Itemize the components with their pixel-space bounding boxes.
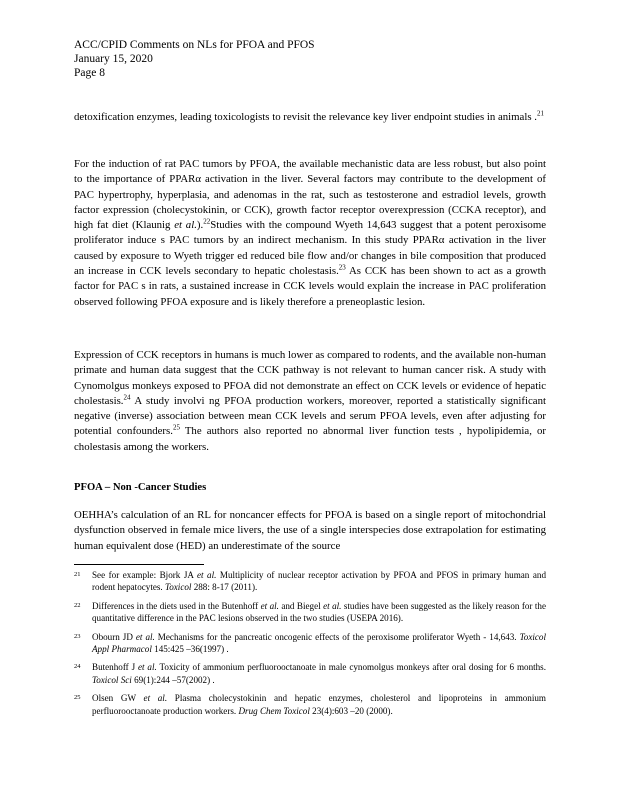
footnote-italic: et al. xyxy=(323,600,342,611)
footnote-ref: 23 xyxy=(338,263,346,272)
section-heading: PFOA – Non -Cancer Studies xyxy=(74,482,207,493)
paragraph-2-text: ). xyxy=(196,219,204,232)
footnotes xyxy=(74,569,546,723)
footnote-text: 288: 8-17 (2011). xyxy=(191,582,258,593)
citation-etal: et al. xyxy=(174,219,197,232)
page-header xyxy=(74,38,315,80)
header-page-number: Page 8 xyxy=(74,67,105,79)
paragraph-4-text: OEHHA’s calculation of an RL for noncancer effects for PFOA is based on a single report of mitochondrial dysfunction observed in female mice livers, the use of a single interspecies dose extrapolation for estimating human equivalent dose (HED) an underestimate of the source xyxy=(74,509,546,552)
footnote-italic: et al. xyxy=(143,693,168,704)
paragraph-3-text: The authors also reported no abnormal liver function tests , hypolipidemia, or cholestasis among the workers. xyxy=(74,425,546,453)
footnote-ref: 21 xyxy=(536,109,544,118)
footnote-text: 145:425 –36(1997) . xyxy=(151,644,229,655)
footnote xyxy=(74,692,546,717)
footnote-ref: 25 xyxy=(172,423,180,432)
footnote-journal: Drug Chem Toxicol xyxy=(238,705,310,716)
paragraph-3-text: Expression of CCK receptors in humans is much lower as compared to rodents, and the available non-human primate and human data suggest that the CCK pathway is not relevant to human cancer risk. A study with Cynomolgus monkeys exposed to PFOA did not demonstrate an effect on CCK levels or evidence of hepatic cholestasis. xyxy=(74,349,546,407)
footnote-number: 24 xyxy=(74,663,81,671)
footnote-italic: et al. xyxy=(135,631,155,642)
footnote-text: Olsen GW xyxy=(92,693,144,704)
footnote xyxy=(74,569,546,594)
footnote-ref: 24 xyxy=(123,393,131,402)
footnote xyxy=(74,661,546,686)
footnote-number: 21 xyxy=(74,571,81,578)
footnote-text: Differences in the diets used in the Butenhoff xyxy=(92,600,261,611)
footnote-text: Butenhoff J xyxy=(92,662,138,673)
paragraph-2-text: For the induction of rat PAC tumors by PFOA, the available mechanistic data are less robust, but also point to the importance of PPARα activation in the liver. Several factors may contribute to the development of PAC hypertrophy, hyperplasia, and adenomas in the rat, such as testosterone and estradiol levels, growth factor expression (cholecystokinin, or CCK), growth factor receptor overexpression (CCKA receptor), and high fat diet (Klaunig xyxy=(74,158,546,232)
footnote-number: 25 xyxy=(74,694,81,702)
footnote-text: Mechanisms for the pancreatic oncogenic effects of the peroxisome proliferator Wyeth - 14,643. xyxy=(154,631,520,642)
header-title: ACC/CPID Comments on NLs for PFOA and PFOS xyxy=(74,39,315,51)
footnote xyxy=(74,631,546,656)
footnote-journal: Toxicol Sci xyxy=(92,674,132,685)
footnote-italic: et al. xyxy=(138,662,157,673)
header-date: January 15, 2020 xyxy=(74,53,153,65)
footnote-text: 69(1):244 –57(2002) . xyxy=(131,674,215,685)
footnote-text: Toxicity of ammonium perfluorooctanoate in male cynomolgus monkeys after oral dosing for 6 months. xyxy=(156,662,546,673)
paragraph-1-text: detoxification enzymes, leading toxicologists to revisit the relevance key liver endpoint studies in animals . xyxy=(74,111,537,123)
footnote-divider xyxy=(74,564,204,565)
paragraph-4 xyxy=(74,508,546,554)
paragraph-1 xyxy=(74,110,546,125)
footnote-number: 23 xyxy=(74,632,81,640)
footnote-text: Multiplicity of nuclear receptor activation by PFOA and PFOS in primary human and rodent hepatocytes. xyxy=(92,570,546,593)
footnote-number: 22 xyxy=(74,601,81,609)
paragraph-2-text: As CCK has been shown to act as a growth factor for PAC s in rats, a sustained increase in CCK levels would explain the increase in PAC proliferation observed following PFOA exposure and is likely therefore a preneoplastic lesion. xyxy=(74,265,546,308)
footnote xyxy=(74,600,546,625)
paragraph-3 xyxy=(74,348,546,455)
footnote-text: See for example: Bjork JA xyxy=(92,570,197,580)
paragraph-3-text: A study involvi ng PFOA production workers, moreover, reported a statistically significant negative (inverse) association between mean CCK levels and serum PFOA levels, even after adjusting for potential confounders. xyxy=(74,394,546,438)
footnote-text: and Biegel xyxy=(278,600,324,611)
footnote-text: studies have been suggested as the likely reason for the quantitative difference in the PAC lesions observed in the two studies (USEPA 2016). xyxy=(92,600,546,624)
paragraph-2-text: Studies with the compound Wyeth 14,643 suggest that a potent peroxisome proliferator induce s PAC tumors by an indirect mechanism. In this study PPARα activation in the liver caused by exposure to Wyeth trigger ed reduced bile flow and/or changes in bile composition that produced an increase in CCK levels secondary to hepatic cholestasis. xyxy=(74,219,547,278)
footnote-ref: 22 xyxy=(203,217,211,226)
footnote-journal: Toxicol Appl Pharmacol xyxy=(92,631,547,655)
footnote-text: 23(4):603 –20 (2000). xyxy=(309,705,393,716)
footnote-italic: et al. xyxy=(260,600,279,611)
footnote-text: Obourn JD xyxy=(92,631,136,642)
paragraph-2 xyxy=(74,157,546,310)
footnote-text: Plasma cholecystokinin and hepatic enzymes, cholesterol and lipoproteins in ammonium perfluorooctanoate production workers. xyxy=(92,693,547,716)
footnote-journal: Toxicol xyxy=(164,582,192,593)
footnote-italic: et al. xyxy=(196,570,217,580)
